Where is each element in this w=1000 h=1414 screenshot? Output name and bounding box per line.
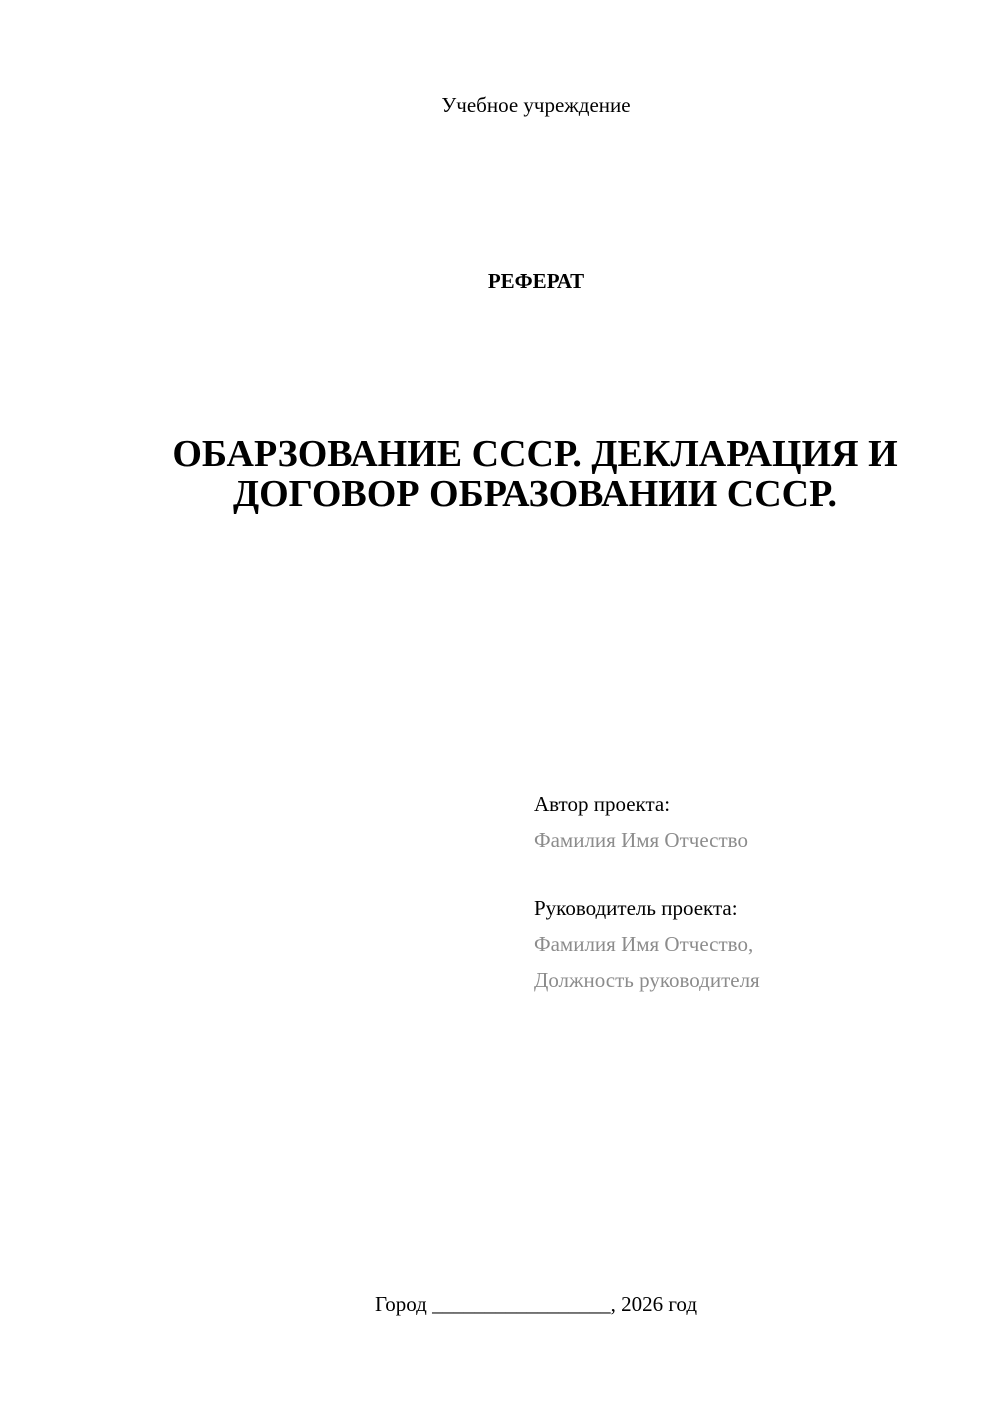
document-title-line-2: ДОГОВОР ОБРАЗОВАНИИ СССР. [232, 473, 838, 515]
author-block [534, 786, 974, 858]
supervisor-position-placeholder: Должность руководителя [534, 968, 760, 992]
supervisor-name-placeholder: Фамилия Имя Отчество, [534, 932, 754, 956]
institution-name: Учебное учреждение [441, 93, 631, 117]
supervisor-block [534, 890, 974, 998]
city-year-line: Город _________________, 2026 год [374, 1292, 698, 1316]
supervisor-label: Руководитель проекта: [534, 896, 738, 920]
document-title-line-1: ОБАРЗОВАНИЕ СССР. ДЕКЛАРАЦИЯ И [172, 433, 898, 475]
author-name-placeholder: Фамилия Имя Отчество [534, 828, 748, 852]
author-label: Автор проекта: [534, 792, 671, 816]
document-title [120, 434, 950, 514]
document-type-heading: РЕФЕРАТ [487, 269, 585, 293]
